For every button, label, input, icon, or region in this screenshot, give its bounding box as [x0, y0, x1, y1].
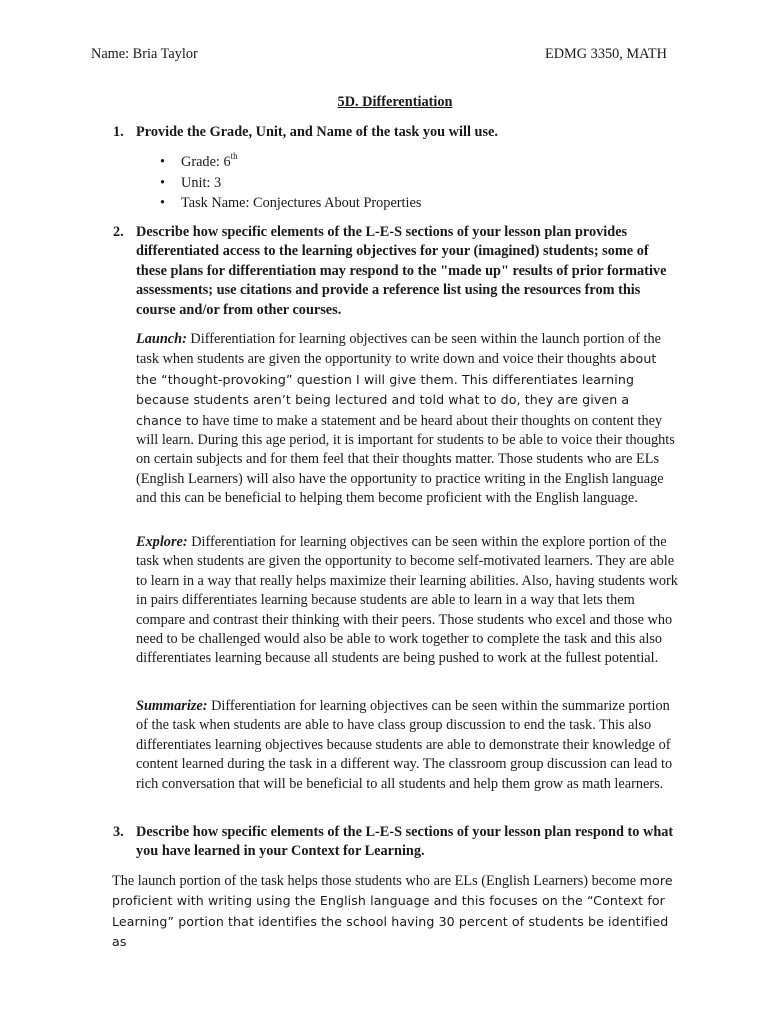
launch-label: Launch: [136, 331, 187, 347]
question-2-number: 2. [113, 224, 124, 240]
launch-paragraph [136, 330, 679, 509]
summarize-paragraph [136, 697, 679, 794]
task-info-list [160, 153, 421, 215]
closing-paragraph [112, 871, 680, 953]
explore-paragraph [136, 533, 679, 669]
student-name: Name: Bria Taylor [91, 46, 198, 62]
launch-text-3: have time to make a statement and be heard about their thoughts on content they will learn. During this age period, it is important for students to be able to voice their thoughts on certain subjects and for them feel that their thoughts matter. Those students who are ELs (English Learners) will also have the opportunity to practice writing in the English language and this can be beneficial to helping them become proficient with the English language. [136, 412, 675, 507]
question-1 [113, 123, 693, 142]
closing-text-1: The launch portion of the task helps those students who are ELs (English Learners) become [112, 873, 640, 889]
page-title: 5D. Differentiation [337, 94, 453, 110]
list-item-unit [160, 174, 421, 195]
question-3-number: 3. [113, 824, 124, 840]
list-item-task-name [160, 194, 421, 215]
question-2-text: Describe how specific elements of the L-E-S sections of your lesson plan provides differentiated access to the learning objectives for your (imagined) students; some of these plans for differentiation may respond to the "made up" results of prior formative assessments; use citations and provide a reference list using the resources from this course and/or from other courses. [136, 224, 667, 318]
summarize-text: Differentiation for learning objectives can be seen within the summarize portion of the task when students are able to have class group discussion to end the task. This also differentiates learning objectives because students are able to demonstrate their knowledge of content learned during the task in a different way. The classroom group discussion can lead to rich conversation that will be beneficial to all students and help them grow as math learners. [136, 698, 673, 792]
unit-label: Unit: 3 [181, 174, 222, 191]
summarize-label: Summarize: [136, 698, 208, 714]
grade-superscript: th [230, 151, 238, 162]
closing-text-2: more proficient with writing using the English language and this focuses on the “Context for Learning” portion that identifies the school having 30 percent of students be identified as [112, 873, 673, 950]
course-label: EDMG 3350, MATH [545, 46, 667, 62]
grade-label: Grade: 6 [181, 154, 231, 170]
explore-text: Differentiation for learning objectives can be seen within the explore portion of the task when students are given the opportunity to become self-motivated learners. They are able to learn in a way that really helps maximize their learning abilities. Also, having students work in pairs differentiates learning because students are able to learn in a way that lets them compare and contrast their thinking with their peers. Those students who excel and those who need to be challenged would also be able to work together to complete the task and this also differentiates learning because all students are being pushed to work at the fullest potential. [136, 534, 678, 667]
task-name-label: Task Name: Conjectures About Properties [181, 195, 422, 211]
question-1-number: 1. [113, 124, 124, 140]
question-1-text: Provide the Grade, Unit, and Name of the task you will use. [136, 124, 498, 140]
bullet-icon: • [160, 195, 166, 211]
question-3 [113, 823, 693, 862]
explore-label: Explore: [136, 534, 188, 550]
launch-text-2: about the “thought-provoking” question I will give them. This differentiates learning because students aren’t being lectured and told what to do, they are given a chance to [136, 351, 657, 428]
question-3-text: Describe how specific elements of the L-E-S sections of your lesson plan respond to what you have learned in your Context for Learning. [136, 824, 674, 860]
bullet-icon: • [160, 154, 166, 170]
list-item-grade [160, 153, 421, 174]
question-2 [113, 223, 679, 320]
launch-text-1: Differentiation for learning objectives can be seen within the launch portion of the task when students are given the opportunity to write down and voice their thoughts [136, 331, 662, 368]
bullet-icon: • [160, 174, 166, 191]
